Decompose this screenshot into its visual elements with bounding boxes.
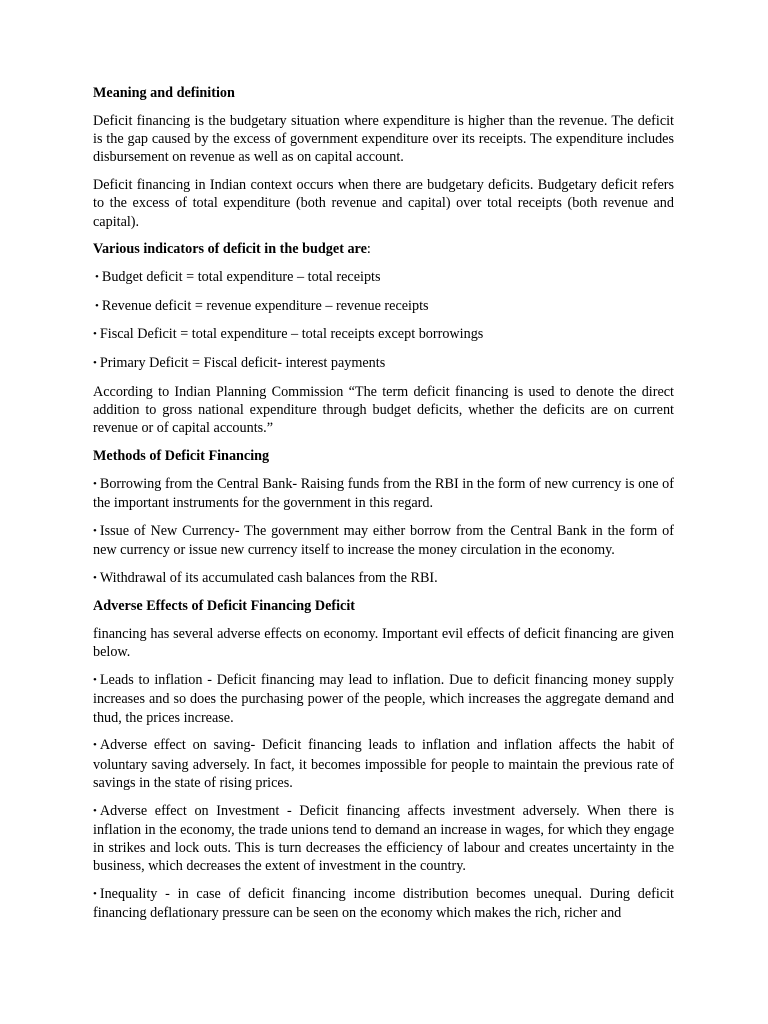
document-page xyxy=(93,84,674,932)
method-text: Borrowing from the Central Bank- Raising funds from the RBI in the form of new currency is one of the important instruments for the government in this regard. xyxy=(93,475,674,511)
bullet-icon: • xyxy=(93,357,97,369)
list-item-effect xyxy=(93,671,674,727)
bullet-icon: • xyxy=(95,299,99,312)
bullet-icon: • xyxy=(93,888,97,901)
heading-indicators-colon: : xyxy=(366,241,371,258)
list-item-indicator xyxy=(93,297,674,316)
effect-text: Inequality - in case of deficit financing income distribution becomes unequal. During deficit financing deflationary pressure can be seen on the economy which makes the rich, richer and xyxy=(93,886,674,922)
heading-adverse-effects: Adverse Effects of Deficit Financing Deficit xyxy=(93,598,355,615)
effect-text: Adverse effect on saving- Deficit financing leads to inflation and inflation affects the habit of voluntary saving adversely. In fact, it becomes impossible for people to maintain the previous rate of savings in the state of rising prices. xyxy=(93,737,674,791)
effect-text: Adverse effect on Investment - Deficit financing affects investment adversely. When there is inflation in the economy, the trade unions tend to demand an increase in wages, for which they engage in strikes and lock outs. This is turn decreases the efficiency of labour and creates uncertainty in the business, which decreases the extent of investment in the country. xyxy=(93,802,674,875)
indicator-text: Fiscal Deficit = total expenditure – total receipts except borrowings xyxy=(99,326,484,343)
list-item-method xyxy=(93,475,674,513)
bullet-icon: • xyxy=(93,328,97,341)
bullet-icon: • xyxy=(93,477,97,490)
method-text: Issue of New Currency- The government may either borrow from the Central Bank in the form of new currency or issue new currency itself to increase the money circulation in the economy. xyxy=(93,522,674,558)
method-text: Withdrawal of its accumulated cash balances from the RBI. xyxy=(99,569,438,586)
list-item-effect xyxy=(93,885,674,923)
indicator-text: Revenue deficit = revenue expenditure – revenue receipts xyxy=(101,297,429,314)
heading-indicators xyxy=(93,240,674,258)
list-item-effect xyxy=(93,802,674,876)
list-item-indicator xyxy=(93,325,674,344)
paragraph-deficit-definition: Deficit financing is the budgetary situation where expenditure is higher than the revenue. The deficit is the gap caused by the excess of government expenditure over its receipts. The expenditure includes disbursement on revenue as well as on capital account. xyxy=(93,112,674,166)
bullet-icon: • xyxy=(93,739,97,752)
list-item-indicator xyxy=(93,268,674,287)
bullet-icon: • xyxy=(93,673,97,686)
list-item-effect xyxy=(93,736,674,792)
effect-text: Leads to inflation - Deficit financing may lead to inflation. Due to deficit financing money supply increases and so does the purchasing power of the people, which increases the aggregate demand and thud, the prices increase. xyxy=(93,671,674,726)
indicator-text: Primary Deficit = Fiscal deficit- interest payments xyxy=(99,355,386,371)
paragraph-adverse-intro: financing has several adverse effects on economy. Important evil effects of deficit financing are given below. xyxy=(93,626,674,661)
bullet-icon: • xyxy=(93,571,97,584)
bullet-icon: • xyxy=(93,804,97,817)
paragraph-planning-commission: According to Indian Planning Commission “The term deficit financing is used to denote the direct addition to gross national expenditure through budget deficits, whether the deficits are on current revenue or of capital accounts.” xyxy=(93,383,674,437)
bullet-icon: • xyxy=(95,270,99,283)
list-item-indicator xyxy=(93,354,674,373)
list-item-method xyxy=(93,569,674,588)
heading-methods: Methods of Deficit Financing xyxy=(93,447,270,464)
list-item-method xyxy=(93,522,674,560)
heading-meaning-and-definition: Meaning and definition xyxy=(93,85,235,101)
bullet-icon: • xyxy=(93,524,97,537)
paragraph-indian-context: Deficit financing in Indian context occurs when there are budgetary deficits. Budgetary deficit refers to the excess of total expenditure (both revenue and capital) over total receipts (both revenue and capital). xyxy=(93,176,674,230)
heading-indicators-text: Various indicators of deficit in the budget are xyxy=(93,241,367,258)
indicator-text: Budget deficit = total expenditure – total receipts xyxy=(101,268,381,285)
